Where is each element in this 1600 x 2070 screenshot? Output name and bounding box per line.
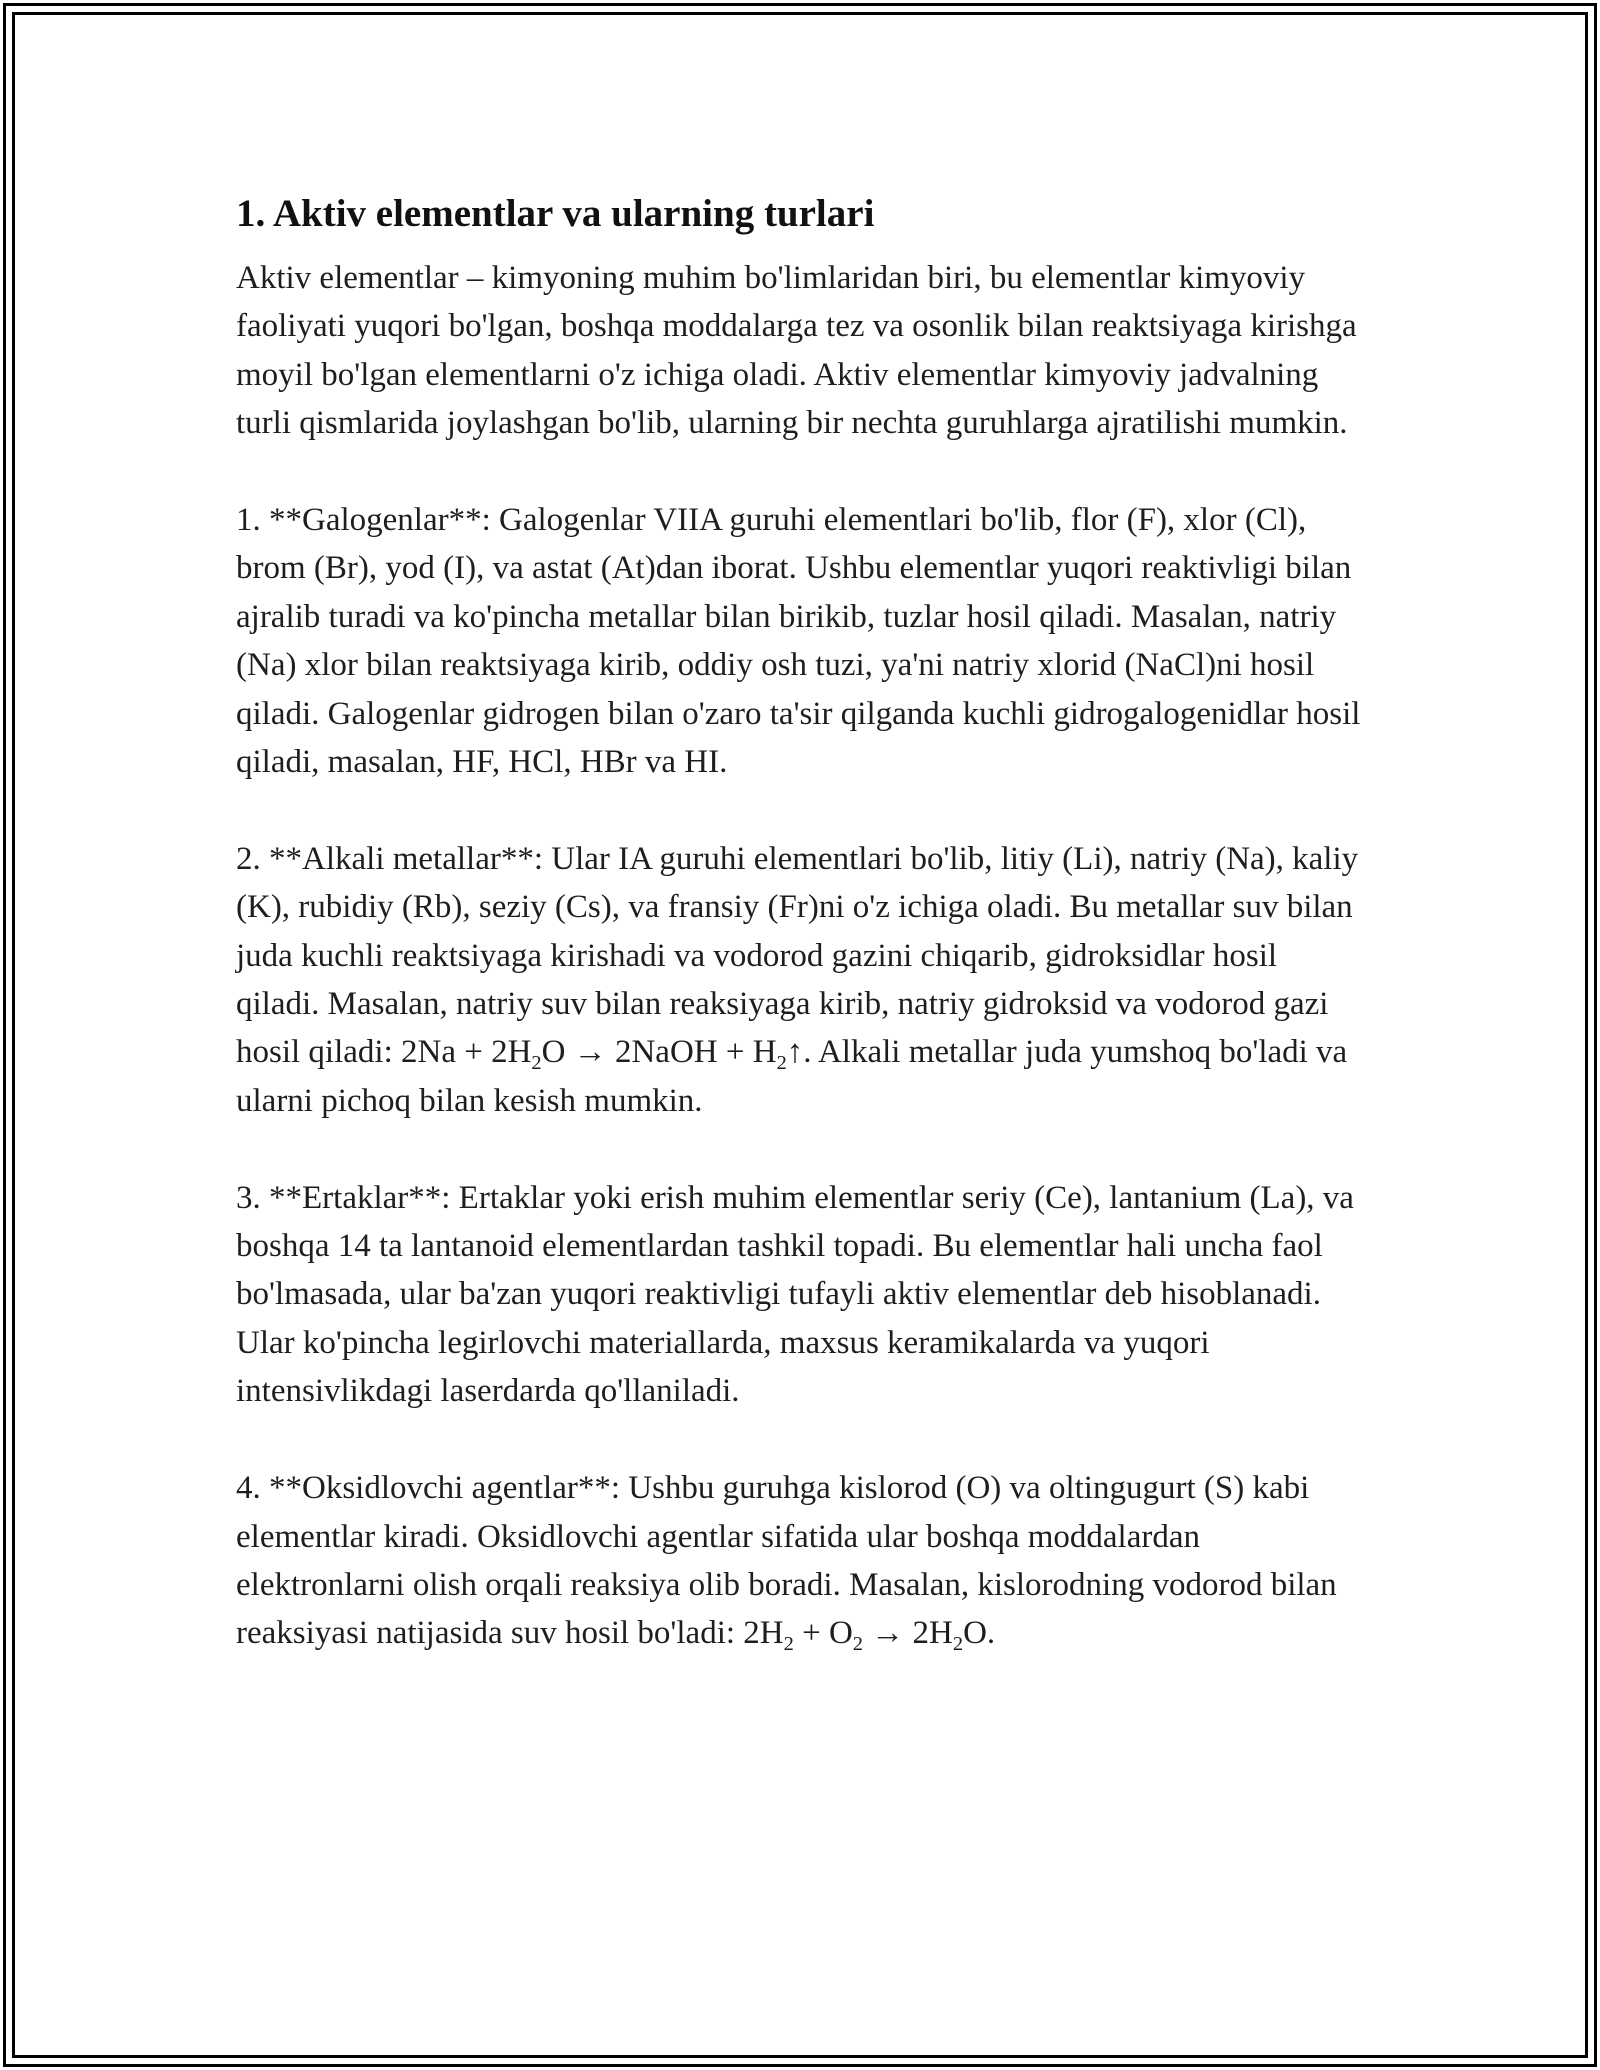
intro-paragraph: Aktiv elementlar – kimyoning muhim bo'limlaridan biri, bu elementlar kimyoviy faoliyati yuqori bo'lgan, boshqa moddalarga tez va osonlik bilan reaktsiyaga kirishga moyil bo'lgan elementlarni o'z ichiga oladi. Aktiv elementlar kimyoviy jadvalning turli qismlarida joylashgan bo'lib, ularning bir nechta guruhlarga ajratilishi mumkin.: [236, 260, 1357, 442]
text-segment: O → 2NaOH + H: [541, 1034, 777, 1071]
subscript: 2: [776, 1052, 787, 1075]
text-segment: → 2H: [863, 1615, 953, 1652]
subscript: 2: [852, 1633, 864, 1656]
text-segment: 2. **Alkali metallar**: Ular IA guruhi elementlari bo'lib, litiy (Li), natriy (Na), kaliy (K), rubidiy (Rb), seziy (Cs), va fransiy (Fr)ni o'z ichiga oladi. Bu metallar suv bilan juda kuchli reaktsiyaga kirishadi va vodorod gazini chiqarib, gidroksidlar hosil qiladi. Masalan, natriy suv bilan reaksiyaga kirib, natriy gidroksid va vodorod gazi hosil qiladi: 2Na + 2H: [236, 840, 1359, 1071]
paragraph-alkali-metallar: [236, 835, 1366, 1125]
subscript: 2: [783, 1633, 794, 1656]
text-segment: 4. **Oksidlovchi agentlar**: Ushbu guruhga kislorod (O) va oltingugurt (S) kabi elementlar kiradi. Oksidlovchi agentlar sifatida ular boshqa moddalardan elektronlarni olish orqali reaksiya olib boradi. Masalan, kislorodning vodorod bilan reaksiyasi natijasida suv hosil bo'ladi: 2H: [236, 1470, 1337, 1652]
paragraph-galogenlar: 1. **Galogenlar**: Galogenlar VIIA guruhi elementlari bo'lib, flor (F), xlor (Cl), brom (Br), yod (I), va astat (At)dan iborat. Ushbu elementlar yuqori reaktivligi bilan ajralib turadi va ko'pincha metallar bilan birikib, tuzlar hosil qiladi. Masalan, natriy (Na) xlor bilan reaktsiyaga kirib, oddiy osh tuzi, ya'ni natriy xlorid (NaCl)ni hosil qiladi. Galogenlar gidrogen bilan o'zaro ta'sir qilganda kuchli gidrogalogenidlar hosil qiladi, masalan, HF, HCl, HBr va HI.: [236, 502, 1361, 781]
subscript: 2: [952, 1633, 964, 1656]
text-segment: + O: [793, 1615, 853, 1652]
paragraph-ertaklar: 3. **Ertaklar**: Ertaklar yoki erish muhim elementlar seriy (Ce), lantanium (La), va boshqa 14 ta lantanoid elementlardan tashkil topadi. Bu elementlar hali uncha faol bo'lmasada, ular ba'zan yuqori reaktivligi tufayli aktiv elementlar deb hisoblanadi. Ular ko'pincha legirlovchi materiallarda, maxsus keramikalarda va yuqori intensivlikdagi laserdarda qo'llaniladi.: [236, 1179, 1354, 1410]
paragraph-oksidlovchi-agentlar: [236, 1464, 1366, 1658]
text-segment: O.: [963, 1615, 996, 1652]
section-heading: 1. Aktiv elementlar va ularning turlari: [236, 192, 875, 235]
document-body: [236, 186, 1366, 1706]
subscript: 2: [531, 1052, 542, 1075]
text-segment: ↑. Alkali metallar juda yumshoq bo'ladi va ularni pichoq bilan kesish mumkin.: [236, 1034, 1348, 1119]
